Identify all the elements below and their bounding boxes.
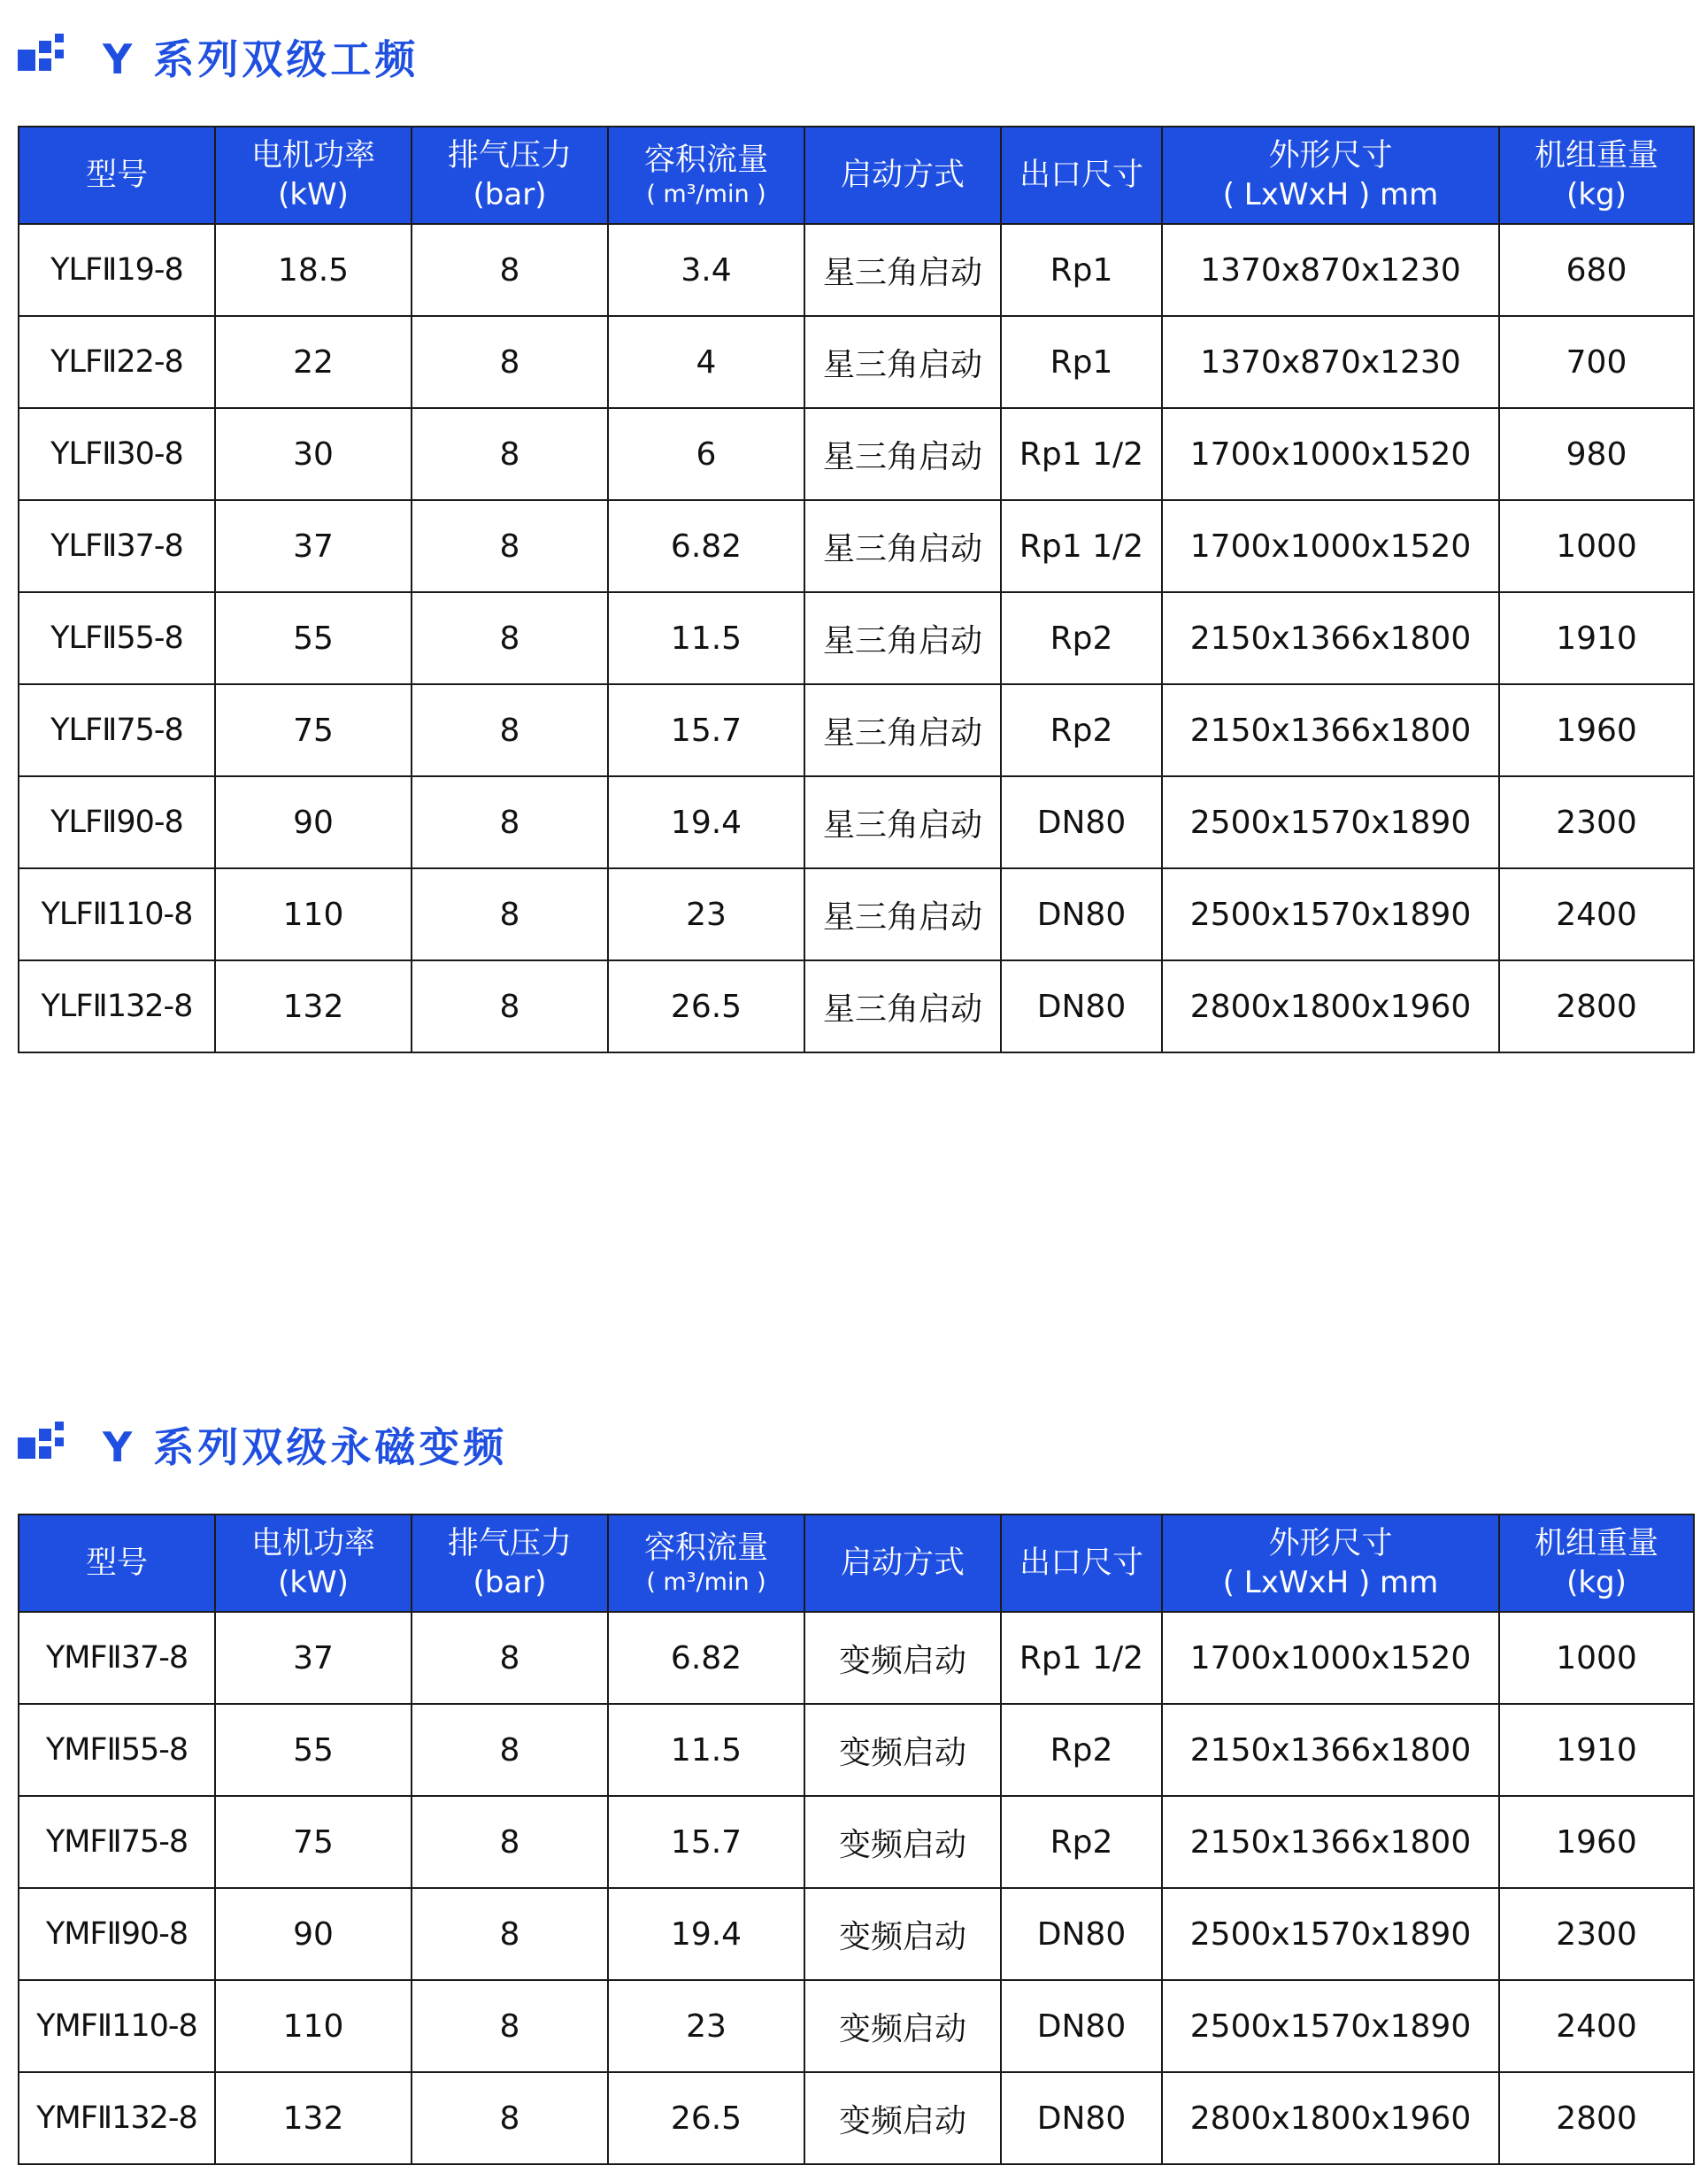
table-row xyxy=(19,1612,1694,1704)
cell-model: YMFⅡ55-8 xyxy=(19,1704,215,1796)
cell-motor-power: 22 xyxy=(215,316,412,408)
cell-dimensions: 2800x1800x1960 xyxy=(1162,2072,1499,2164)
cell-model: YMFⅡ37-8 xyxy=(19,1612,215,1704)
cell-flow: 4 xyxy=(608,316,804,408)
cell-motor-power: 55 xyxy=(215,1704,412,1796)
section-title-row xyxy=(18,30,419,83)
cell-pressure: 8 xyxy=(412,868,608,960)
cell-flow: 6 xyxy=(608,408,804,500)
table-row xyxy=(19,2072,1694,2164)
cell-weight: 700 xyxy=(1499,316,1694,408)
cell-weight: 2400 xyxy=(1499,868,1694,960)
cell-weight: 1960 xyxy=(1499,1796,1694,1888)
cell-start-method: 星三角启动 xyxy=(804,408,1001,500)
cell-weight: 2300 xyxy=(1499,776,1694,868)
cell-dimensions: 1700x1000x1520 xyxy=(1162,1612,1499,1704)
cell-pressure: 8 xyxy=(412,316,608,408)
cell-motor-power: 110 xyxy=(215,1980,412,2072)
cell-model: YMFⅡ90-8 xyxy=(19,1888,215,1980)
cell-pressure: 8 xyxy=(412,1980,608,2072)
table-row xyxy=(19,1796,1694,1888)
section-title: Y 系列双级永磁变频 xyxy=(103,1423,508,1471)
cell-flow: 11.5 xyxy=(608,1704,804,1796)
section-title: Y 系列双级工频 xyxy=(103,35,419,83)
cell-pressure: 8 xyxy=(412,500,608,592)
cell-pressure: 8 xyxy=(412,1612,608,1704)
cell-dimensions: 2800x1800x1960 xyxy=(1162,960,1499,1052)
cell-motor-power: 18.5 xyxy=(215,224,412,316)
cell-motor-power: 132 xyxy=(215,960,412,1052)
table-row xyxy=(19,1704,1694,1796)
cell-outlet: Rp1 1/2 xyxy=(1001,1612,1162,1704)
cell-model: YLFⅡ75-8 xyxy=(19,684,215,776)
cell-outlet: Rp2 xyxy=(1001,592,1162,684)
cell-outlet: Rp2 xyxy=(1001,1704,1162,1796)
header-unit-weight: 机组重量 (kg) xyxy=(1499,1514,1694,1612)
cell-motor-power: 90 xyxy=(215,1888,412,1980)
cell-flow: 23 xyxy=(608,1980,804,2072)
cell-flow: 19.4 xyxy=(608,1888,804,1980)
cell-flow: 26.5 xyxy=(608,960,804,1052)
cell-dimensions: 1370x870x1230 xyxy=(1162,224,1499,316)
header-discharge-pressure: 排气压力 (bar) xyxy=(412,127,608,224)
header-start-method: 启动方式 xyxy=(804,127,1001,224)
header-volume-flow: 容积流量 ( m³/min ) xyxy=(608,127,804,224)
cell-dimensions: 2500x1570x1890 xyxy=(1162,868,1499,960)
table-row xyxy=(19,1980,1694,2072)
cell-dimensions: 2500x1570x1890 xyxy=(1162,776,1499,868)
cell-start-method: 星三角启动 xyxy=(804,868,1001,960)
cell-flow: 15.7 xyxy=(608,684,804,776)
cell-start-method: 星三角启动 xyxy=(804,776,1001,868)
cell-flow: 6.82 xyxy=(608,1612,804,1704)
table-row xyxy=(19,868,1694,960)
cell-dimensions: 2150x1366x1800 xyxy=(1162,684,1499,776)
table-row xyxy=(19,500,1694,592)
cell-dimensions: 1700x1000x1520 xyxy=(1162,408,1499,500)
cell-motor-power: 30 xyxy=(215,408,412,500)
cell-start-method: 星三角启动 xyxy=(804,592,1001,684)
header-motor-power: 电机功率 (kW) xyxy=(215,1514,412,1612)
cell-pressure: 8 xyxy=(412,776,608,868)
section-title-row xyxy=(18,1418,507,1471)
cell-outlet: Rp2 xyxy=(1001,1796,1162,1888)
cell-outlet: Rp1 xyxy=(1001,316,1162,408)
cell-pressure: 8 xyxy=(412,1796,608,1888)
cell-start-method: 变频启动 xyxy=(804,1704,1001,1796)
cell-pressure: 8 xyxy=(412,592,608,684)
cell-model: YLFⅡ30-8 xyxy=(19,408,215,500)
cell-weight: 680 xyxy=(1499,224,1694,316)
table-row xyxy=(19,408,1694,500)
cell-pressure: 8 xyxy=(412,408,608,500)
cell-pressure: 8 xyxy=(412,2072,608,2164)
cell-start-method: 星三角启动 xyxy=(804,224,1001,316)
table-row xyxy=(19,224,1694,316)
spec-table xyxy=(18,1514,1695,2165)
cell-dimensions: 2150x1366x1800 xyxy=(1162,592,1499,684)
cell-outlet: DN80 xyxy=(1001,1980,1162,2072)
cell-model: YLFⅡ132-8 xyxy=(19,960,215,1052)
spec-table xyxy=(18,126,1695,1053)
cell-weight: 2300 xyxy=(1499,1888,1694,1980)
cell-outlet: Rp1 1/2 xyxy=(1001,408,1162,500)
cell-weight: 1960 xyxy=(1499,684,1694,776)
cell-flow: 15.7 xyxy=(608,1796,804,1888)
cell-outlet: DN80 xyxy=(1001,1888,1162,1980)
cell-pressure: 8 xyxy=(412,960,608,1052)
cell-model: YLFⅡ110-8 xyxy=(19,868,215,960)
table-header-row xyxy=(19,127,1694,224)
cell-pressure: 8 xyxy=(412,684,608,776)
pixel-squares-icon xyxy=(18,34,64,80)
cell-dimensions: 2150x1366x1800 xyxy=(1162,1796,1499,1888)
cell-model: YLFⅡ19-8 xyxy=(19,224,215,316)
cell-motor-power: 75 xyxy=(215,684,412,776)
cell-pressure: 8 xyxy=(412,1704,608,1796)
table-row xyxy=(19,776,1694,868)
cell-weight: 1000 xyxy=(1499,1612,1694,1704)
cell-outlet: DN80 xyxy=(1001,960,1162,1052)
cell-model: YMFⅡ110-8 xyxy=(19,1980,215,2072)
cell-motor-power: 90 xyxy=(215,776,412,868)
cell-model: YLFⅡ22-8 xyxy=(19,316,215,408)
cell-dimensions: 1700x1000x1520 xyxy=(1162,500,1499,592)
cell-motor-power: 132 xyxy=(215,2072,412,2164)
cell-motor-power: 55 xyxy=(215,592,412,684)
cell-weight: 980 xyxy=(1499,408,1694,500)
table-row xyxy=(19,1888,1694,1980)
cell-motor-power: 110 xyxy=(215,868,412,960)
header-unit-weight: 机组重量 (kg) xyxy=(1499,127,1694,224)
cell-weight: 2400 xyxy=(1499,1980,1694,2072)
table-row xyxy=(19,684,1694,776)
cell-outlet: Rp1 xyxy=(1001,224,1162,316)
cell-flow: 11.5 xyxy=(608,592,804,684)
cell-model: YMFⅡ75-8 xyxy=(19,1796,215,1888)
cell-weight: 2800 xyxy=(1499,960,1694,1052)
pixel-squares-icon xyxy=(18,1422,64,1468)
cell-flow: 6.82 xyxy=(608,500,804,592)
cell-flow: 19.4 xyxy=(608,776,804,868)
cell-pressure: 8 xyxy=(412,224,608,316)
cell-weight: 2800 xyxy=(1499,2072,1694,2164)
cell-outlet: DN80 xyxy=(1001,868,1162,960)
cell-weight: 1000 xyxy=(1499,500,1694,592)
cell-weight: 1910 xyxy=(1499,592,1694,684)
cell-flow: 26.5 xyxy=(608,2072,804,2164)
cell-model: YLFⅡ55-8 xyxy=(19,592,215,684)
header-outlet-size: 出口尺寸 xyxy=(1001,1514,1162,1612)
cell-start-method: 变频启动 xyxy=(804,1796,1001,1888)
table-header-row xyxy=(19,1514,1694,1612)
cell-start-method: 星三角启动 xyxy=(804,316,1001,408)
cell-dimensions: 2500x1570x1890 xyxy=(1162,1888,1499,1980)
cell-start-method: 变频启动 xyxy=(804,1612,1001,1704)
cell-outlet: Rp1 1/2 xyxy=(1001,500,1162,592)
header-dimensions: 外形尺寸 ( LxWxH ) mm xyxy=(1162,1514,1499,1612)
cell-start-method: 变频启动 xyxy=(804,1888,1001,1980)
cell-outlet: DN80 xyxy=(1001,2072,1162,2164)
table-row xyxy=(19,592,1694,684)
header-volume-flow: 容积流量 ( m³/min ) xyxy=(608,1514,804,1612)
header-start-method: 启动方式 xyxy=(804,1514,1001,1612)
cell-model: YLFⅡ90-8 xyxy=(19,776,215,868)
cell-motor-power: 37 xyxy=(215,500,412,592)
cell-dimensions: 2150x1366x1800 xyxy=(1162,1704,1499,1796)
cell-flow: 23 xyxy=(608,868,804,960)
cell-dimensions: 2500x1570x1890 xyxy=(1162,1980,1499,2072)
cell-pressure: 8 xyxy=(412,1888,608,1980)
cell-start-method: 星三角启动 xyxy=(804,684,1001,776)
cell-flow: 3.4 xyxy=(608,224,804,316)
cell-outlet: Rp2 xyxy=(1001,684,1162,776)
header-outlet-size: 出口尺寸 xyxy=(1001,127,1162,224)
cell-start-method: 星三角启动 xyxy=(804,500,1001,592)
header-model: 型号 xyxy=(19,127,215,224)
header-motor-power: 电机功率 (kW) xyxy=(215,127,412,224)
table-row xyxy=(19,960,1694,1052)
cell-model: YMFⅡ132-8 xyxy=(19,2072,215,2164)
header-model: 型号 xyxy=(19,1514,215,1612)
cell-motor-power: 75 xyxy=(215,1796,412,1888)
cell-start-method: 变频启动 xyxy=(804,2072,1001,2164)
cell-outlet: DN80 xyxy=(1001,776,1162,868)
cell-start-method: 变频启动 xyxy=(804,1980,1001,2072)
cell-model: YLFⅡ37-8 xyxy=(19,500,215,592)
header-dimensions: 外形尺寸 ( LxWxH ) mm xyxy=(1162,127,1499,224)
cell-motor-power: 37 xyxy=(215,1612,412,1704)
header-discharge-pressure: 排气压力 (bar) xyxy=(412,1514,608,1612)
cell-weight: 1910 xyxy=(1499,1704,1694,1796)
cell-dimensions: 1370x870x1230 xyxy=(1162,316,1499,408)
table-row xyxy=(19,316,1694,408)
cell-start-method: 星三角启动 xyxy=(804,960,1001,1052)
